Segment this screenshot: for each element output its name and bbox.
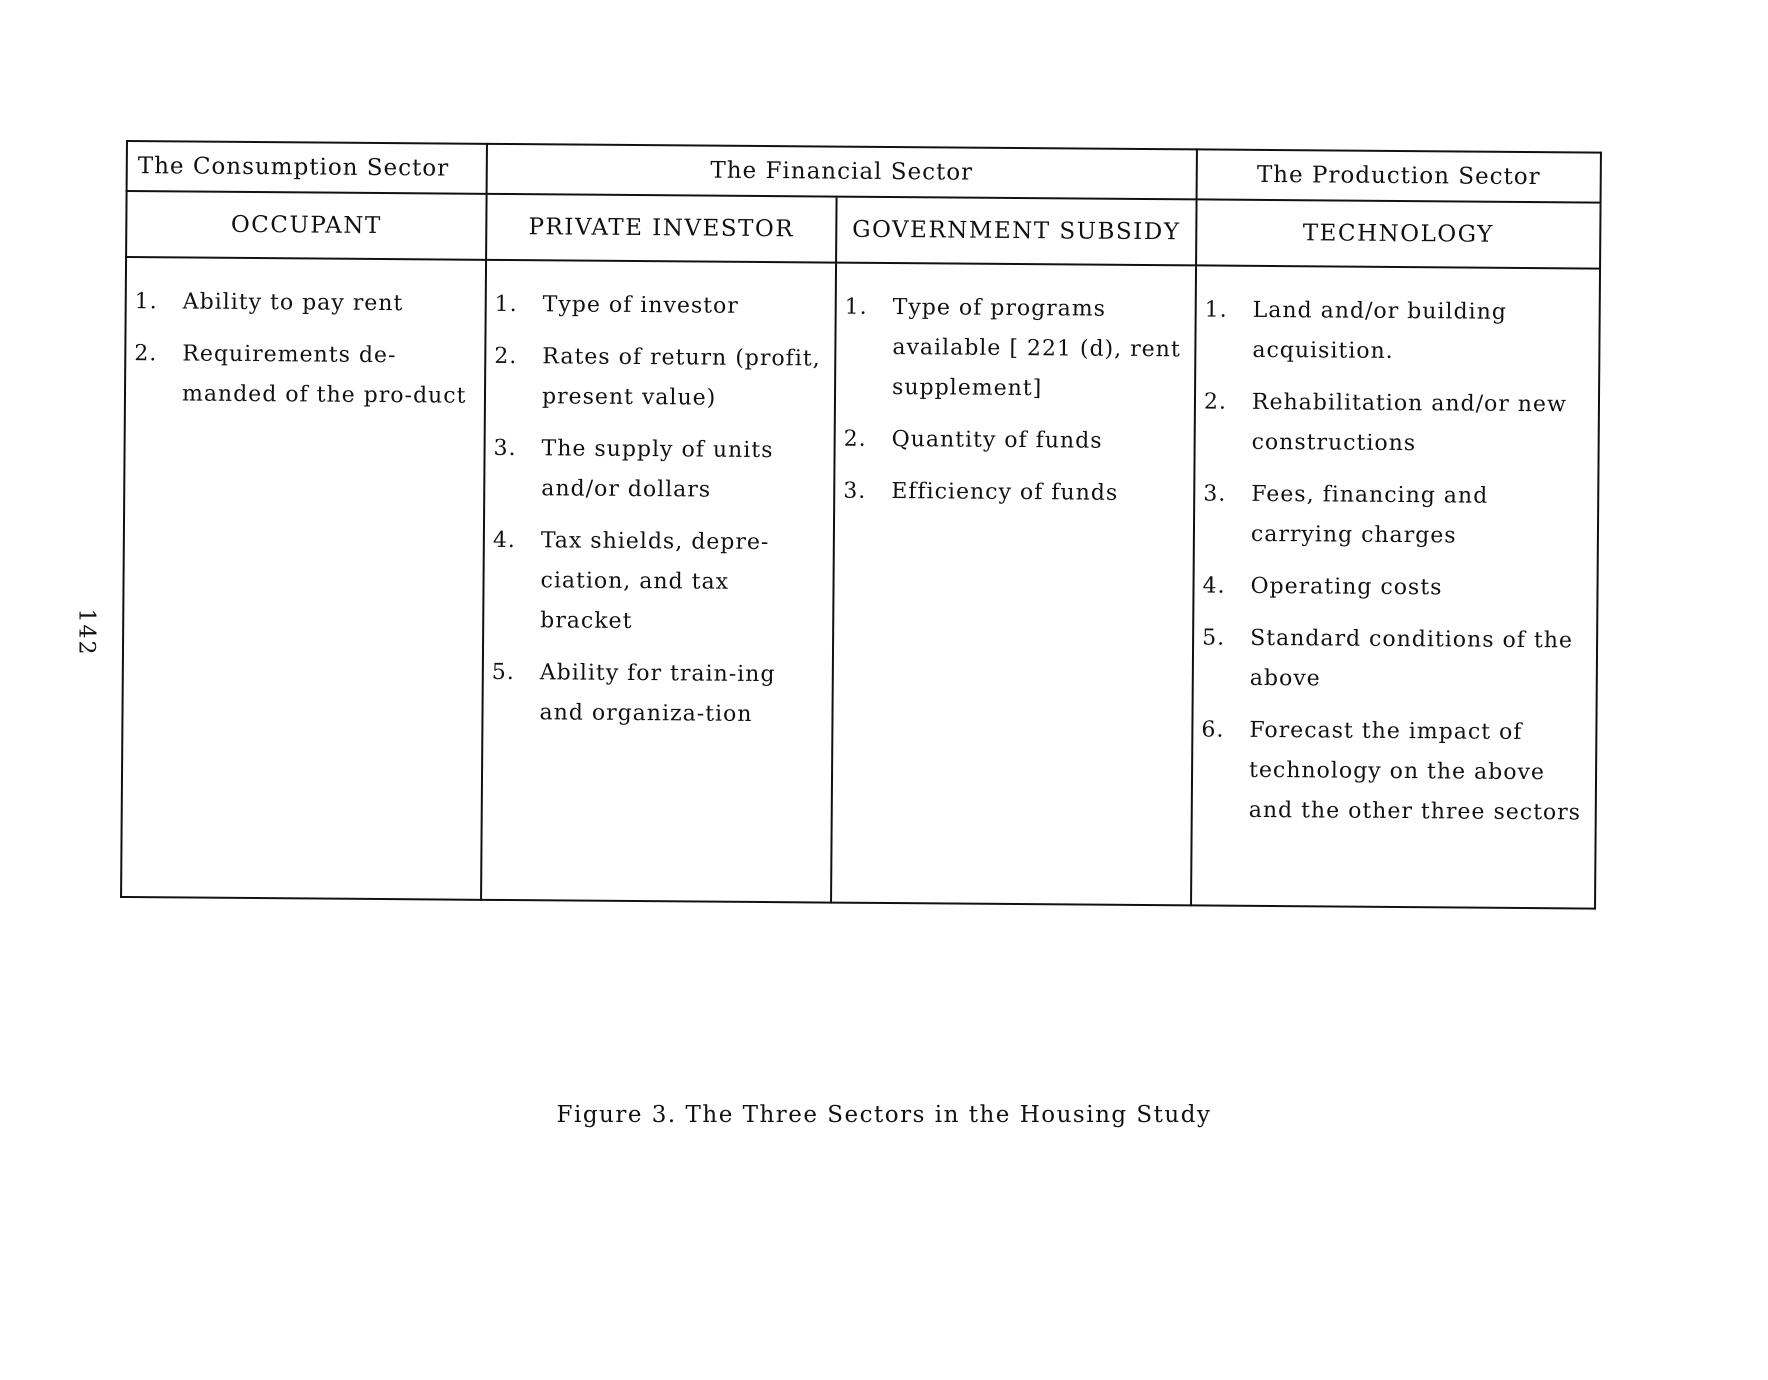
item-text: Efficiency of funds <box>891 479 1119 506</box>
item-number: 5. <box>491 659 515 686</box>
item-text: Requirements de-manded of the pro-duct <box>181 341 467 409</box>
item-number: 3. <box>843 478 867 504</box>
item-text: Type of programs available [ 221 (d), rent supplement] <box>891 295 1181 402</box>
list-item <box>134 334 473 417</box>
item-number: 1. <box>844 294 868 320</box>
item-text: Ability for train-ing and organiza-tion <box>539 660 776 727</box>
item-number: 1. <box>134 289 158 315</box>
occupant-cell <box>121 257 486 900</box>
technology-cell <box>1191 265 1600 908</box>
list-item <box>492 521 821 644</box>
item-text: Tax shields, depre-ciation, and tax bracket <box>540 528 770 634</box>
occupant-list <box>134 282 473 417</box>
private-investor-cell <box>481 260 836 903</box>
page-number: 142 <box>73 608 99 657</box>
item-number: 3. <box>1203 481 1227 507</box>
column-header-technology: TECHNOLOGY <box>1196 199 1601 268</box>
list-item <box>1202 618 1585 701</box>
list-item <box>495 285 823 328</box>
content-row <box>121 257 1600 909</box>
item-number: 2. <box>494 343 518 370</box>
list-item <box>844 420 1182 463</box>
item-text: Ability to pay rent <box>182 289 404 317</box>
item-number: 6. <box>1201 717 1225 743</box>
sector-header-consumption: The Consumption Sector <box>127 141 487 194</box>
item-number: 5. <box>1202 625 1226 651</box>
item-text: Quantity of funds <box>891 427 1103 454</box>
item-number: 4. <box>492 527 516 554</box>
list-item <box>1202 566 1584 609</box>
government-subsidy-list <box>843 288 1183 515</box>
item-number: 3. <box>493 435 517 462</box>
item-text: Forecast the impact of technology on the above and the other three sectors <box>1248 717 1582 826</box>
item-text: Operating costs <box>1250 573 1443 601</box>
list-item <box>135 282 473 325</box>
list-item <box>1201 710 1584 833</box>
list-item <box>1204 290 1587 373</box>
private-investor-list <box>491 285 823 736</box>
government-subsidy-cell <box>831 263 1196 906</box>
sector-header-financial: The Financial Sector <box>487 144 1197 200</box>
item-number: 2. <box>1203 389 1228 415</box>
item-text: Standard conditions of the above <box>1249 625 1574 692</box>
column-header-occupant: OCCUPANT <box>126 191 487 260</box>
item-number: 1. <box>1204 297 1228 323</box>
list-item <box>494 337 823 420</box>
list-item <box>491 653 820 736</box>
item-text: The supply of units and/or dollars <box>541 436 774 503</box>
item-text: Rehabilitation and/or new constructions <box>1251 389 1567 457</box>
item-number: 2. <box>843 426 867 452</box>
figure-caption: Figure 3. The Three Sectors in the Housing Study <box>556 1102 1212 1128</box>
item-number: 2. <box>134 341 158 367</box>
item-text: Land and/or building acquisition. <box>1252 297 1507 364</box>
column-header-row <box>126 191 1600 269</box>
column-header-government-subsidy: GOVERNMENT SUBSIDY <box>836 197 1197 266</box>
item-text: Rates of return (profit, present value) <box>541 344 821 411</box>
item-number: 4. <box>1202 573 1226 599</box>
item-number: 1. <box>494 291 518 318</box>
list-item <box>1203 474 1586 557</box>
list-item <box>493 429 822 512</box>
sector-header-production: The Production Sector <box>1197 149 1601 202</box>
technology-list <box>1201 290 1587 833</box>
item-text: Type of investor <box>542 292 739 319</box>
item-text: Fees, financing and carrying charges <box>1250 481 1489 549</box>
column-header-private-investor: PRIVATE INVESTOR <box>486 194 837 263</box>
list-item <box>844 288 1183 411</box>
list-item <box>1204 382 1587 465</box>
three-sectors-table <box>120 140 1602 910</box>
list-item <box>843 472 1181 515</box>
